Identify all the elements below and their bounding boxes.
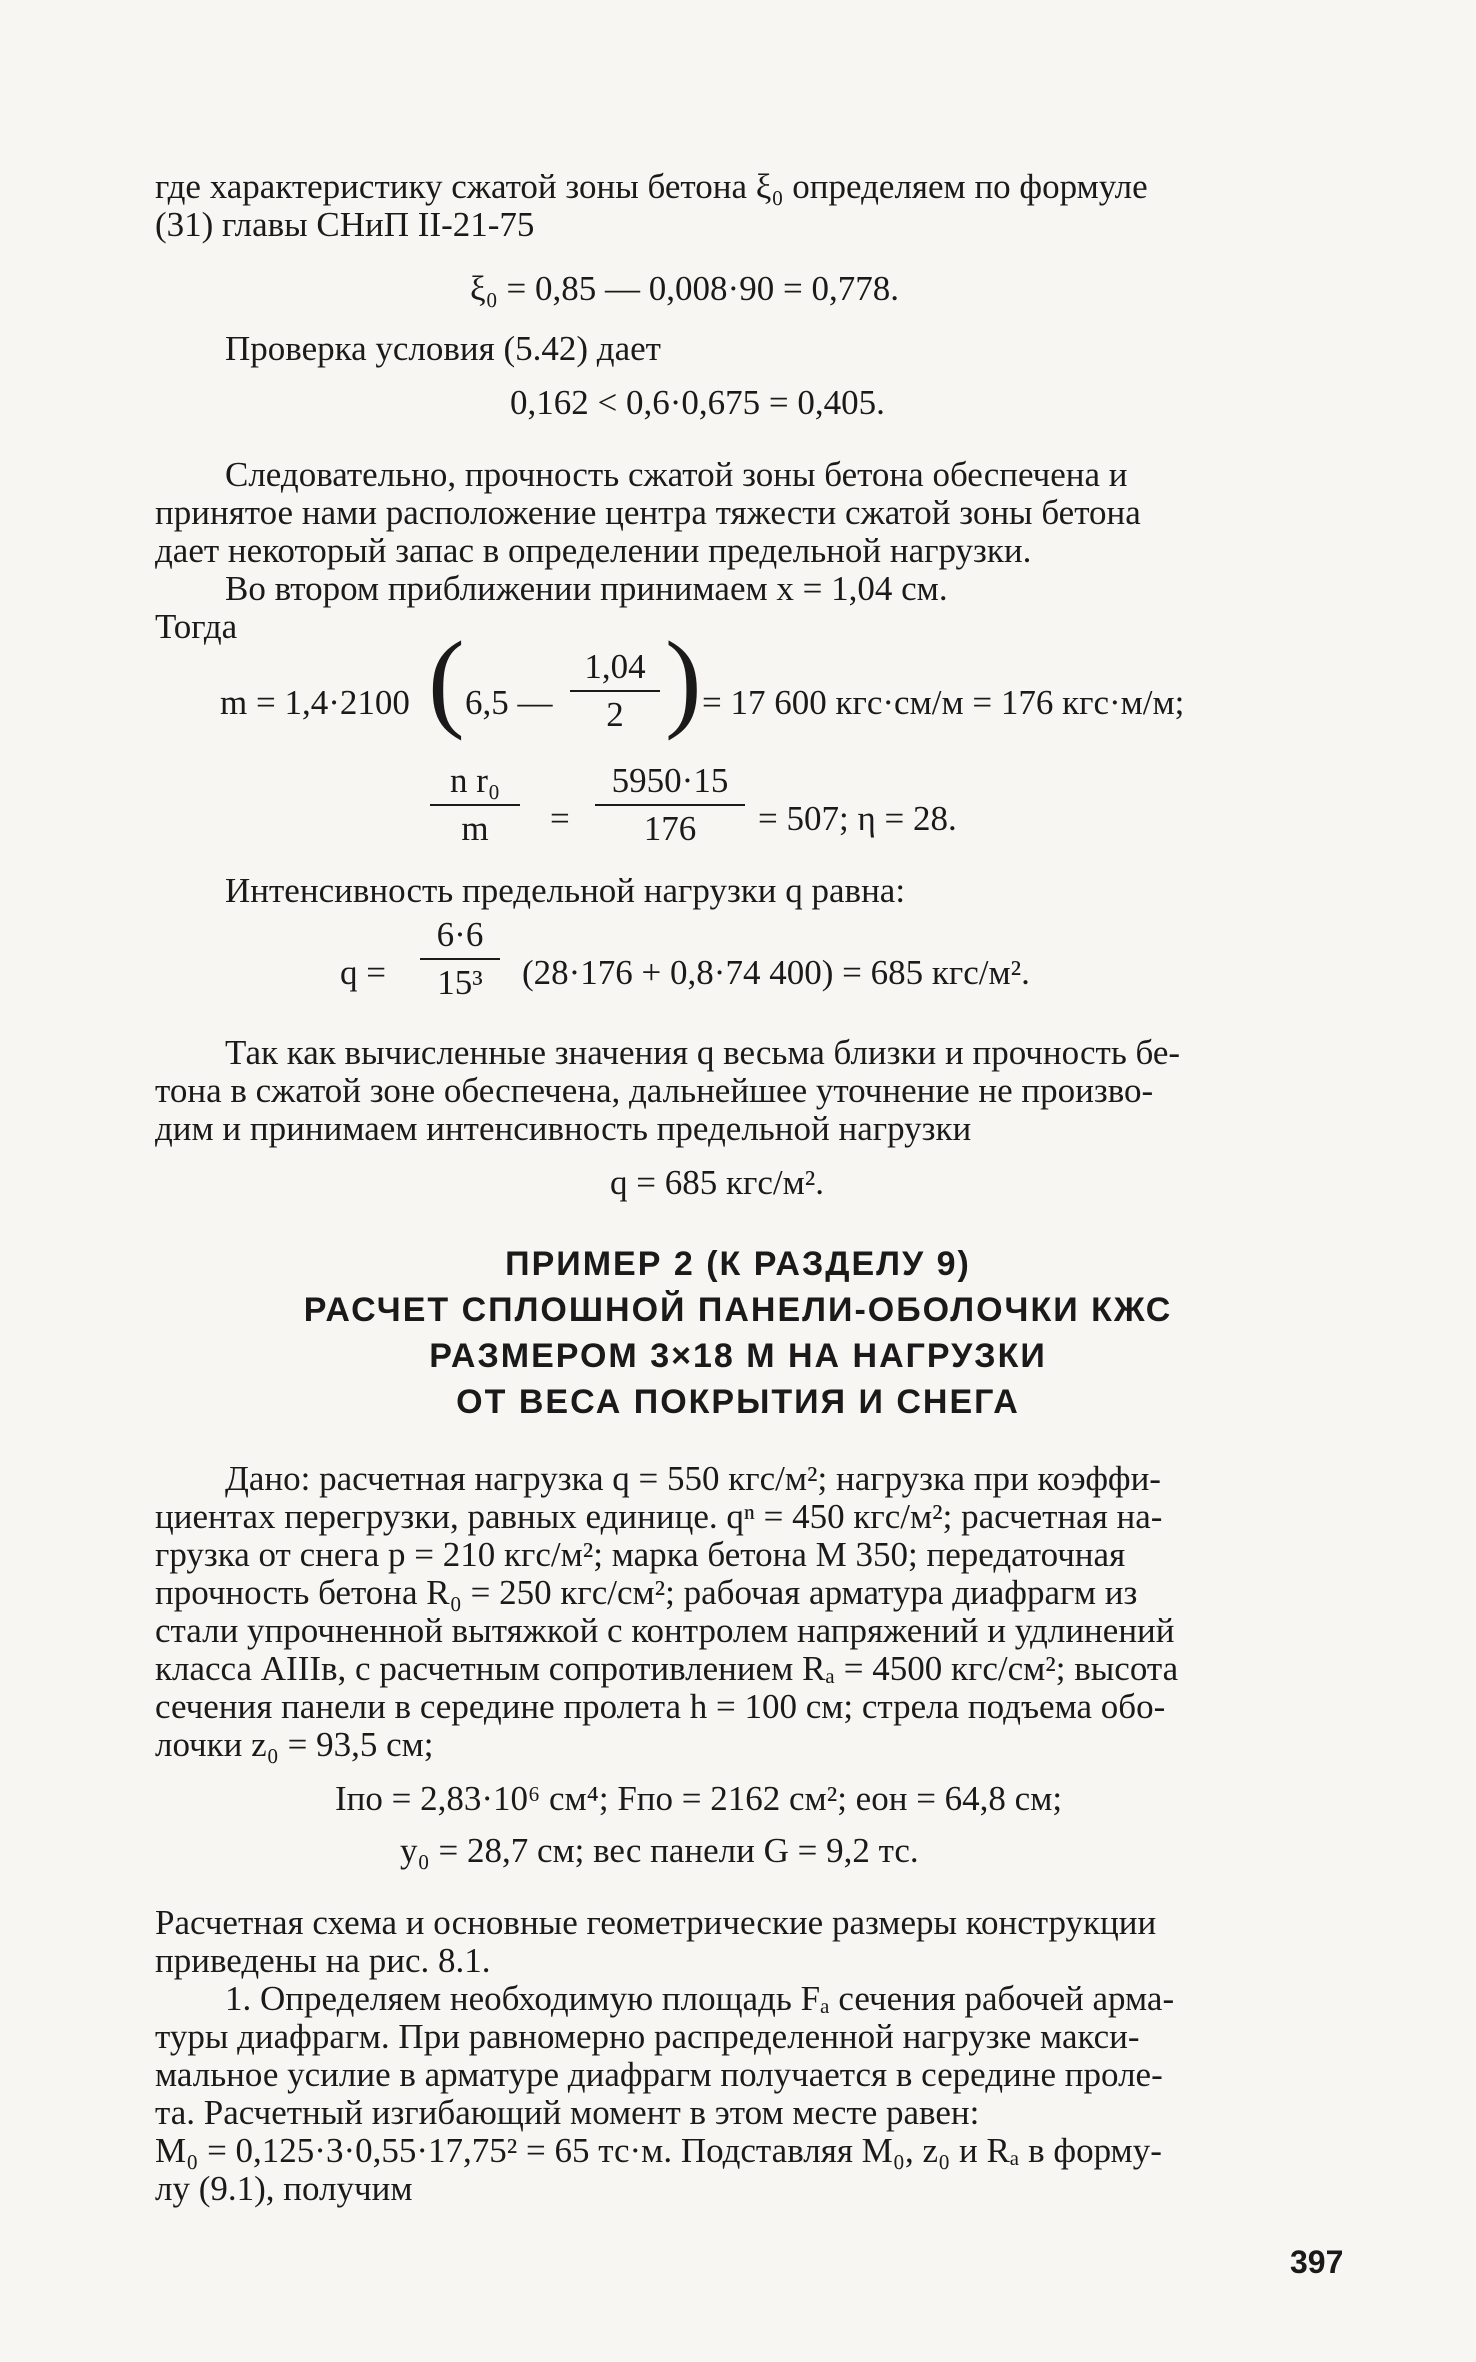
formula-q-lhs: q =: [340, 953, 386, 992]
formula-m-inner: 6,5 —: [465, 683, 553, 722]
fraction-bar: [595, 804, 745, 806]
text-line: та. Расчетный изгибающий момент в этом месте равен:: [155, 2093, 980, 2132]
fraction-n-r0: [430, 762, 520, 848]
formula: y₀ = 28,7 см; вес панели G = 9,2 тс.: [400, 1831, 919, 1870]
text-line: сечения панели в середине пролета h = 100 см; стрела подъема обо-: [155, 1687, 1166, 1726]
text-line: где характеристику сжатой зоны бетона ξ₀ определяем по формуле: [155, 167, 1148, 206]
section-heading: РАСЧЕТ СПЛОШНОЙ ПАНЕЛИ-ОБОЛОЧКИ КЖС: [303, 1291, 1173, 1329]
section-heading: ОТ ВЕСА ПОКРЫТИЯ И СНЕГА: [456, 1383, 1020, 1421]
fraction-5950: [595, 762, 745, 848]
text-line: приведены на рис. 8.1.: [155, 1941, 491, 1980]
formula-q-rhs: (28·176 + 0,8·74 400) = 685 кгс/м².: [522, 953, 1030, 992]
text-line: лочки z₀ = 93,5 см;: [155, 1725, 434, 1764]
text-line: лу (9.1), получим: [155, 2169, 413, 2208]
text-line: M₀ = 0,125·3·0,55·17,75² = 65 тс·м. Подставляя M₀, z₀ и Rₐ в форму-: [155, 2131, 1162, 2170]
fraction-denominator: m: [461, 809, 489, 848]
text-line: принятое нами расположение центра тяжести сжатой зоны бетона: [155, 493, 1141, 532]
formula: q = 685 кгс/м².: [610, 1163, 824, 1202]
text-line: Во втором приближении принимаем x = 1,04 см.: [225, 569, 948, 608]
formula: ξ₀ = 0,85 — 0,008·90 = 0,778.: [470, 269, 899, 308]
text-line: мальное усилие в арматуре диафрагм получается в середине проле-: [155, 2055, 1163, 2094]
text-line: циентах перегрузки, равных единице. qⁿ = 450 кгс/м²; расчетная на-: [155, 1497, 1163, 1536]
text-line: дает некоторый запас в определении предельной нагрузки.: [155, 531, 1032, 570]
text-line: стали упрочненной вытяжкой с контролем напряжений и удлинений: [155, 1611, 1175, 1650]
formula-m-lhs: m = 1,4·2100: [220, 683, 410, 722]
text-line: Проверка условия (5.42) дает: [225, 329, 661, 368]
left-paren: (: [428, 619, 465, 741]
page-number: 397: [1290, 2244, 1344, 2280]
text-line: грузка от снега p = 210 кгс/м²; марка бетона М 350; передаточная: [155, 1535, 1126, 1574]
text-line: (31) главы СНиП II-21-75: [155, 205, 535, 244]
fraction-bar: [570, 690, 660, 692]
fraction-numerator: 6·6: [436, 915, 484, 954]
formula-n-rhs: = 507; η = 28.: [758, 799, 957, 838]
text-line: Тогда: [155, 607, 238, 646]
text-line: Дано: расчетная нагрузка q = 550 кгс/м²; нагрузка при коэффи-: [225, 1459, 1161, 1498]
fraction-numerator: 1,04: [584, 647, 646, 686]
text-line: класса AIIIв, с расчетным сопротивлением Rₐ = 4500 кгс/см²; высота: [155, 1649, 1179, 1688]
fraction-denominator: 15³: [437, 963, 483, 1002]
fraction-m: [570, 648, 660, 734]
fraction-numerator: 5950·15: [611, 761, 729, 800]
text-line: Так как вычисленные значения q весьма близки и прочность бе-: [225, 1033, 1181, 1072]
section-heading: РАЗМЕРОМ 3×18 М НА НАГРУЗКИ: [429, 1337, 1047, 1375]
formula: Iпо = 2,83·10⁶ см⁴; Fпо = 2162 см²; eон = 64,8 см;: [335, 1779, 1063, 1818]
text-line: 1. Определяем необходимую площадь Fₐ сечения рабочей арма-: [225, 1979, 1175, 2018]
text-line: Следовательно, прочность сжатой зоны бетона обеспечена и: [225, 455, 1128, 494]
formula: 0,162 < 0,6·0,675 = 0,405.: [510, 383, 885, 422]
fraction-denominator: 176: [643, 809, 697, 848]
fraction-denominator: 2: [606, 695, 624, 734]
fraction-numerator: n r₀: [449, 761, 501, 800]
right-paren: ): [665, 619, 702, 741]
text-line: тона в сжатой зоне обеспечена, дальнейшее уточнение не произво-: [155, 1071, 1154, 1110]
equals-sign: =: [550, 799, 570, 838]
text-line: прочность бетона R₀ = 250 кгс/см²; рабочая арматура диафрагм из: [155, 1573, 1138, 1612]
section-heading: ПРИМЕР 2 (К РАЗДЕЛУ 9): [505, 1245, 971, 1283]
text-line: дим и принимаем интенсивность предельной нагрузки: [155, 1109, 972, 1148]
formula-m-rhs: = 17 600 кгс·см/м = 176 кгс·м/м;: [702, 683, 1185, 722]
text-line: туры диафрагм. При равномерно распределенной нагрузке макси-: [155, 2017, 1140, 2056]
text-line: Интенсивность предельной нагрузки q равна:: [225, 871, 906, 910]
fraction-bar: [420, 958, 500, 960]
fraction-q: [420, 916, 500, 1002]
fraction-bar: [430, 804, 520, 806]
text-line: Расчетная схема и основные геометрические размеры конструкции: [155, 1903, 1157, 1942]
